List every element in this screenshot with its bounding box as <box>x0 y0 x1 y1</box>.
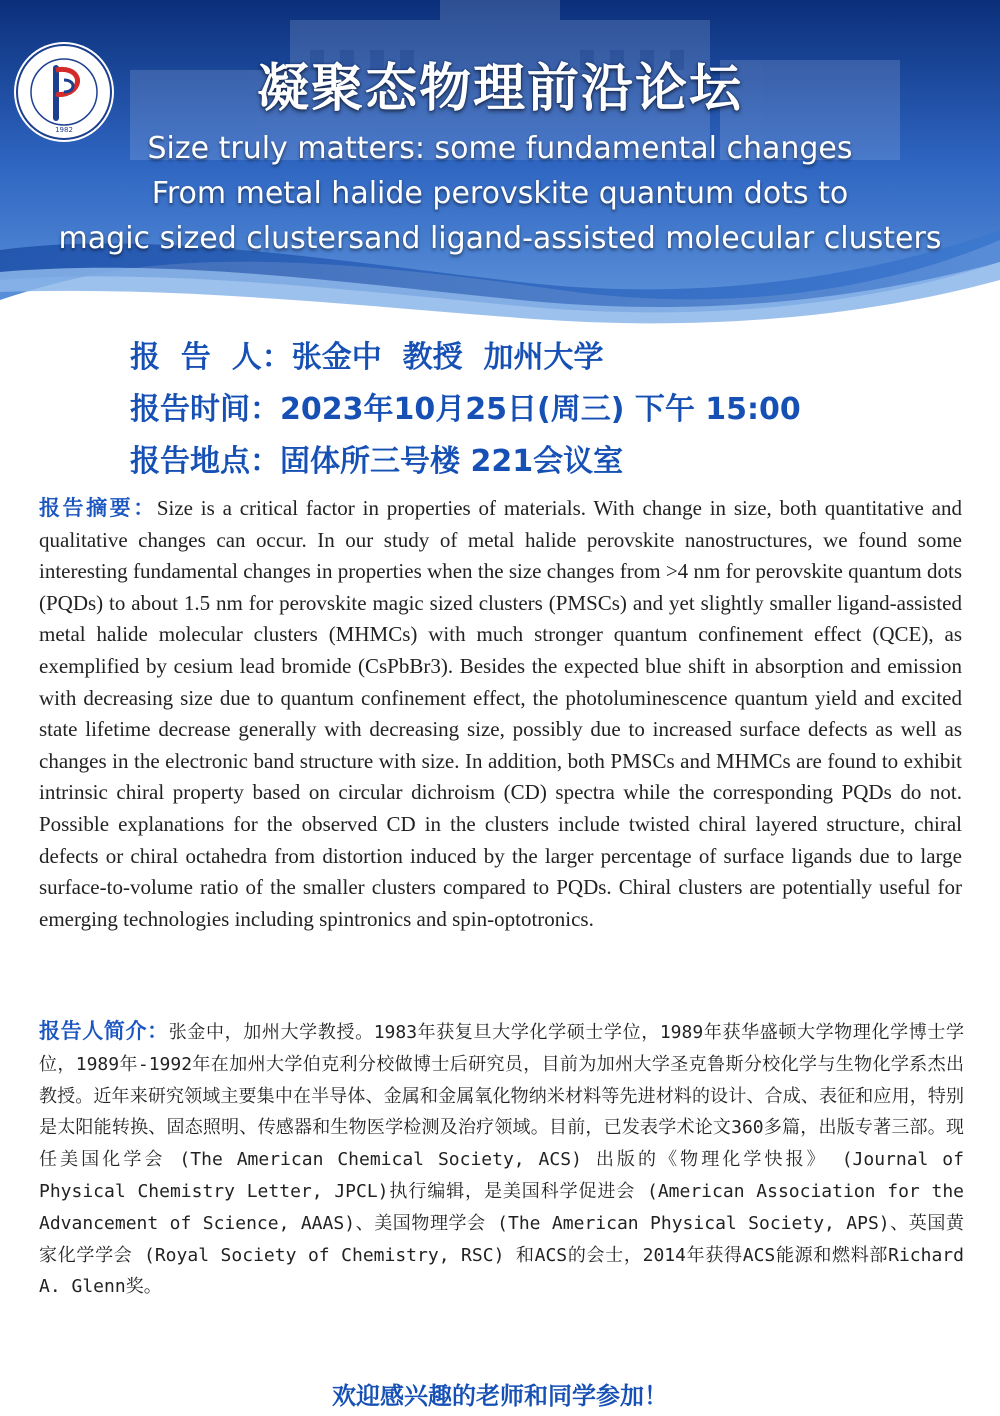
talk-title-line-3: magic sized clustersand ligand-assisted molecular clusters <box>58 221 942 256</box>
talk-info <box>130 332 990 488</box>
abstract-section <box>39 493 962 935</box>
bio-label: 报告人简介： <box>39 1019 169 1043</box>
time-line: 报告时间：2023年10月25日(周三) 下午 15:00 <box>130 392 801 427</box>
location-line: 报告地点：固体所三号楼 221会议室 <box>130 444 624 479</box>
talk-title-line-1: Size truly matters: some fundamental changes <box>147 131 853 166</box>
abstract-text: Size is a critical factor in properties of materials. With change in size, both quantitative and qualitative changes can occur. In our study of metal halide perovskite nanostructures, we found some interesting fundamental changes in properties when the size changes from >4 nm for perovskite quantum dots (PQDs) to about 1.5 nm for perovskite magic sized clusters (PMSCs) and yet slightly smaller ligand-assisted metal halide molecular clusters (MHMCs) with much stronger quantum confinement effect (QCE), as exemplified by cesium lead bromide (CsPbBr3). Besides the expected blue shift in absorption and emission with decreasing size due to quantum confinement effect, the photoluminescence quantum yield and excited state lifetime decrease generally with decreasing size, possibly due to increased surface defects as well as changes in the electronic band structure with size. In addition, both PMSCs and MHMCs are found to exhibit intrinsic chiral property based on circular dichroism (CD) spectra while the corresponding PQDs do not. Possible explanations for the observed CD in the clusters include twisted chiral layered structure, chiral defects or chiral octahedra from distortion induced by the larger percentage of surface ligands due to large surface-to-volume ratio of the smaller clusters compared to PQDs. Chiral clusters are potentially useful for emerging technologies including spintronics and spin-optotronics. <box>39 496 962 931</box>
welcome-message: 欢迎感兴趣的老师和同学参加！ <box>332 1382 668 1410</box>
forum-title: 凝聚态物理前沿论坛 <box>256 59 743 119</box>
bio-text: 张金中，加州大学教授。1983年获复旦大学化学硕士学位，1989年获华盛顿大学物理化学博士学位，1989年-1992年在加州大学伯克利分校做博士后研究员，目前为加州大学圣克鲁斯分校化学与生物化学系杰出教授。近年来研究领域主要集中在半导体、金属和金属氧化物纳米材料等先进材料的设计、合成、表征和应用，特别是太阳能转换、固态照明、传感器和生物医学检测及治疗领域。目前，已发表学术论文360多篇，出版专著三部。现任美国化学会 (The American Chemical Society, ACS) 出版的《物理化学快报》 (Journal of Physical Chemistry Letter, JPCL)执行编辑，是美国科学促进会 (American Association for the Advancement of Science, AAAS)、美国物理学会 (The American Physical Society, APS)、英国黄家化学学会 (Royal Society of Chemistry, RSC) 和ACS的会士，2014年获得ACS能源和燃料部Richard A. Glenn奖。 <box>39 1022 964 1298</box>
bio-section <box>39 1016 964 1303</box>
talk-title <box>0 126 1000 261</box>
logo-year: 1982 <box>55 126 73 134</box>
talk-title-line-2: From metal halide perovskite quantum dots to <box>151 176 849 211</box>
speaker-line: 报 告 人：张金中 教授 加州大学 <box>130 340 604 375</box>
abstract-label: 报告摘要： <box>39 496 157 520</box>
